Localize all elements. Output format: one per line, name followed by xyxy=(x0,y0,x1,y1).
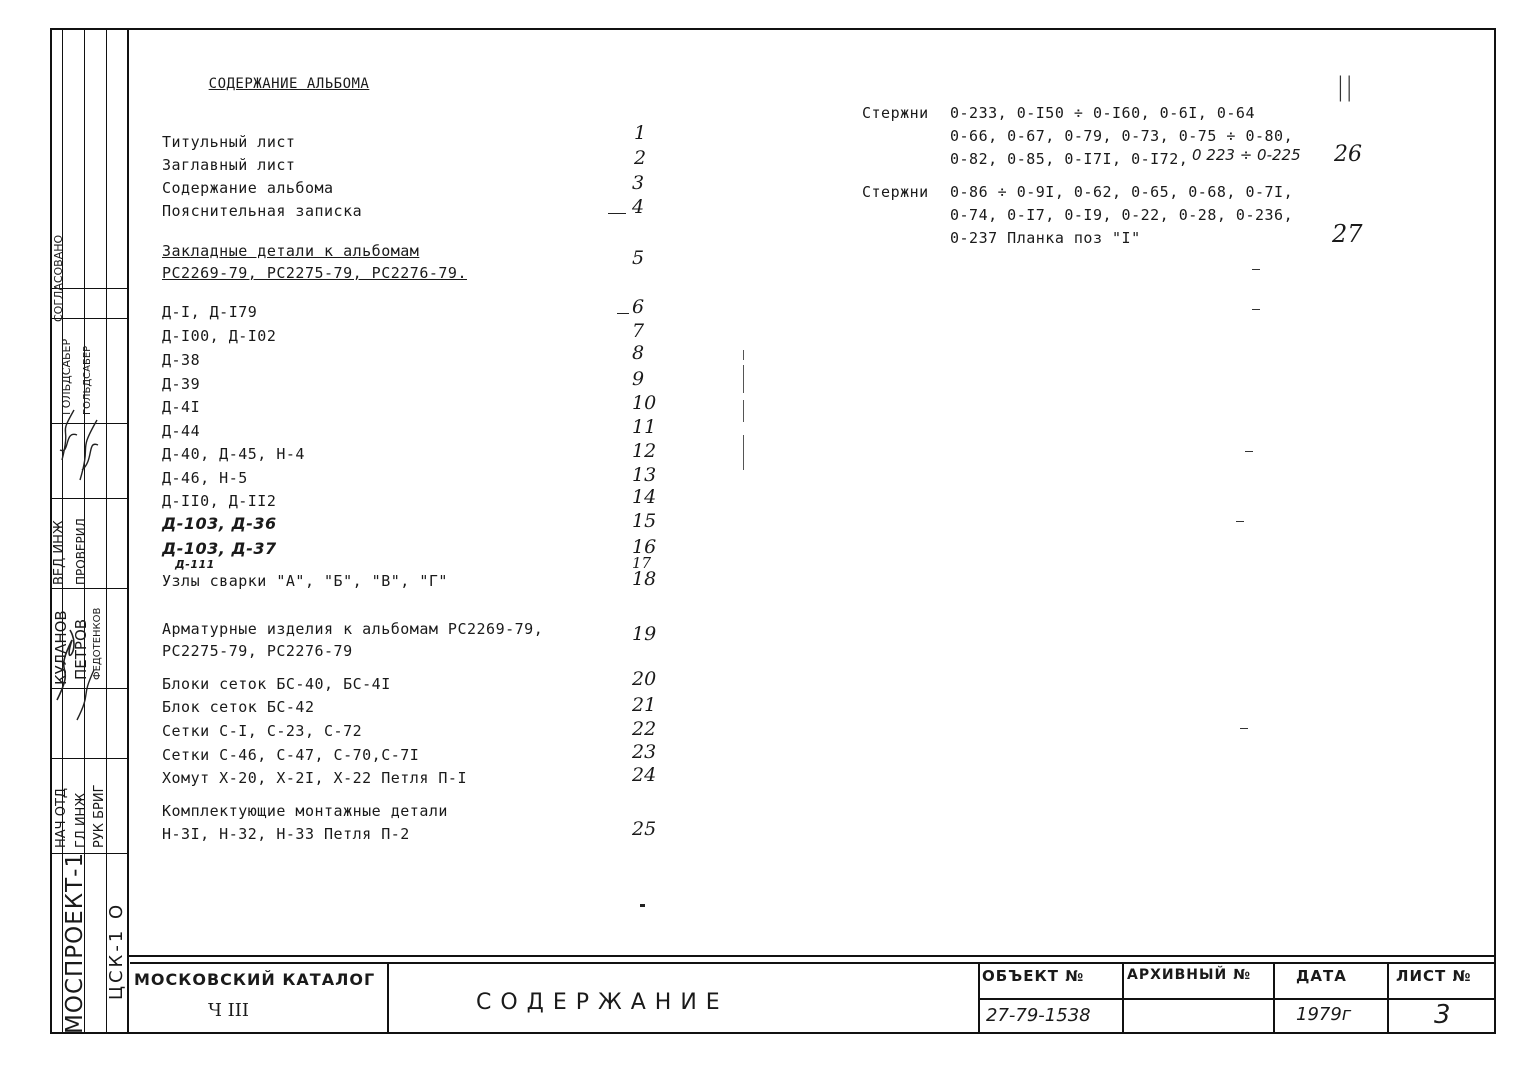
stamp-mid-line xyxy=(978,998,1496,1000)
toc-page: 19 xyxy=(632,623,657,645)
side-name-goldsaber-2: ГОЛЬДСАБЕР xyxy=(82,345,93,415)
stamp-top-line-2 xyxy=(130,962,1496,964)
catalog-code: ЦСК-1 О xyxy=(106,901,127,1000)
toc-item: Д-4I xyxy=(162,398,201,416)
toc-item: Заглавный лист xyxy=(162,156,296,174)
side-name-kulanov: КУЛАНОВ xyxy=(52,610,70,685)
dash-mark xyxy=(608,213,626,214)
toc-page: 25 xyxy=(632,818,657,840)
sheet-value: 3 xyxy=(1434,1000,1451,1030)
toc-item: Содержание альбома xyxy=(162,179,334,197)
side-name-petrov: ПЕТРОВ xyxy=(72,618,90,680)
toc-item: Комплектующие монтажные детали xyxy=(162,802,448,820)
rods-line: 0-74, 0-I7, 0-I9, 0-22, 0-28, 0-236, xyxy=(950,206,1294,224)
rods-label-2: Стержни xyxy=(862,183,929,201)
rods-line: 0-233, 0-I50 ÷ 0-I60, 0-6I, 0-64 xyxy=(950,104,1255,122)
side-name-goldsaber-1: ГОЛЬДСАБЕР xyxy=(60,338,73,415)
rods-label-1: Стержни xyxy=(862,104,929,122)
dash-mark xyxy=(1245,451,1253,452)
org-name: МОСПРОЕКТ-1 xyxy=(62,851,88,1034)
scan-mark xyxy=(743,435,744,470)
object-value: 27-79-1538 xyxy=(986,1005,1091,1026)
toc-page: 14 xyxy=(632,486,657,508)
dash-mark xyxy=(1240,728,1248,729)
rods-line: 0-237 Планка поз "I" xyxy=(950,229,1141,247)
toc-item: Д-I00, Д-I02 xyxy=(162,327,277,345)
toc-page: 16 xyxy=(632,536,657,558)
side-role-ruk-brig: РУК БРИГ xyxy=(92,784,107,848)
toc-page: 4 xyxy=(632,196,645,218)
toc-item: Д-I, Д-I79 xyxy=(162,303,258,321)
rods-line: 0-82, 0-85, 0-I7I, 0-I72, xyxy=(950,150,1189,168)
toc-page: 2 xyxy=(634,147,647,169)
toc-page: 23 xyxy=(632,741,657,763)
side-role-proveril: ПРОВЕРИЛ xyxy=(74,518,88,585)
toc-item: Д-39 xyxy=(162,375,201,393)
toc-item: Титульный лист xyxy=(162,133,296,151)
toc-page: 17 xyxy=(632,554,652,572)
catalog-part: Ч III xyxy=(208,1000,249,1021)
toc-item: Закладные детали к альбомам xyxy=(162,242,420,260)
toc-page: 18 xyxy=(632,568,657,590)
corner-mark: || xyxy=(1336,72,1354,102)
side-role-gl-inzh: ГЛ ИНЖ xyxy=(74,792,89,848)
toc-item: Сетки С-I, С-23, С-72 xyxy=(162,722,363,740)
toc-item: Сетки С-46, С-47, С-70,С-7I xyxy=(162,746,420,764)
toc-item: Блок сеток БС-42 xyxy=(162,698,315,716)
toc-page: 22 xyxy=(632,718,657,740)
stamp-top-line xyxy=(127,955,1496,957)
object-label: ОБЪЕКТ № xyxy=(982,967,1085,985)
toc-page: 20 xyxy=(632,668,657,690)
rods-hand-note: 0 223 ÷ 0-225 xyxy=(1192,146,1301,164)
side-role-ved-inzh: ВЕД ИНЖ xyxy=(52,520,67,585)
toc-page: 5 xyxy=(632,247,645,269)
scan-mark xyxy=(743,365,744,393)
rods-page-2: 27 xyxy=(1332,220,1363,248)
toc-item: Блоки сеток БС-40, БС-4I xyxy=(162,675,391,693)
dot-mark xyxy=(640,904,645,907)
toc-page: 10 xyxy=(632,392,657,414)
toc-page: 12 xyxy=(632,440,657,462)
side-name-fedotenkov: ФЕДОТЕНКОВ xyxy=(92,607,103,680)
toc-item: Д-44 xyxy=(162,422,201,440)
catalog-name: МОСКОВСКИЙ КАТАЛОГ xyxy=(134,970,376,989)
rods-page-1: 26 xyxy=(1334,142,1362,167)
toc-item: Узлы сварки "А", "Б", "В", "Г" xyxy=(162,572,448,590)
date-value: 1979г xyxy=(1296,1004,1352,1025)
toc-item: Хомут Х-20, Х-2I, Х-22 Петля П-I xyxy=(162,769,467,787)
side-role-nach-otd: НАЧ ОТД xyxy=(54,787,69,848)
toc-page: 7 xyxy=(632,320,645,342)
toc-page: 15 xyxy=(632,510,657,532)
toc-item: Д-40, Д-45, Н-4 xyxy=(162,445,305,463)
toc-item: Д-103, Д-36 xyxy=(162,514,277,533)
sheet-title: СОДЕРЖАНИЕ xyxy=(476,990,729,1015)
toc-title: СОДЕРЖАНИЕ АЛЬБОМА xyxy=(208,76,370,92)
toc-page: 9 xyxy=(632,368,645,390)
toc-item: РС2275-79, РС2276-79 xyxy=(162,642,353,660)
toc-item: Пояснительная записка xyxy=(162,202,363,220)
toc-page: 3 xyxy=(632,172,645,194)
toc-item: Д-38 xyxy=(162,351,201,369)
scan-mark xyxy=(743,350,744,360)
signatures xyxy=(52,400,102,740)
toc-item: РС2269-79, РС2275-79, РС2276-79. xyxy=(162,264,467,282)
toc-page: 13 xyxy=(632,464,657,486)
dash-mark xyxy=(1252,309,1260,310)
toc-page: 24 xyxy=(632,764,657,786)
toc-page: 6 xyxy=(632,296,645,318)
toc-item: Д-II0, Д-II2 xyxy=(162,492,277,510)
toc-item: Д-111 xyxy=(175,558,215,571)
toc-page: 8 xyxy=(632,342,645,364)
rods-line: 0-66, 0-67, 0-79, 0-73, 0-75 ÷ 0-80, xyxy=(950,127,1294,145)
toc-item: Н-3I, Н-32, Н-33 Петля П-2 xyxy=(162,825,410,843)
agreed-label: СОГЛАСОВАНО xyxy=(52,234,65,322)
sheet-label: ЛИСТ № xyxy=(1396,967,1472,985)
date-label: ДАТА xyxy=(1296,967,1347,985)
toc-item: Д-103, Д-37 xyxy=(162,539,277,558)
toc-item: Арматурные изделия к альбомам РС2269-79, xyxy=(162,620,544,638)
archive-label: АРХИВНЫЙ № xyxy=(1127,967,1251,983)
toc-item: Д-46, Н-5 xyxy=(162,469,248,487)
stamp-divider xyxy=(387,962,389,1034)
dash-mark xyxy=(1236,521,1244,522)
toc-page: 21 xyxy=(632,694,657,716)
toc-page: 1 xyxy=(634,122,647,144)
rods-line: 0-86 ÷ 0-9I, 0-62, 0-65, 0-68, 0-7I, xyxy=(950,183,1294,201)
dash-mark xyxy=(617,313,629,314)
scan-mark xyxy=(743,400,744,422)
dash-mark xyxy=(1252,269,1260,270)
toc-page: 11 xyxy=(632,416,657,438)
